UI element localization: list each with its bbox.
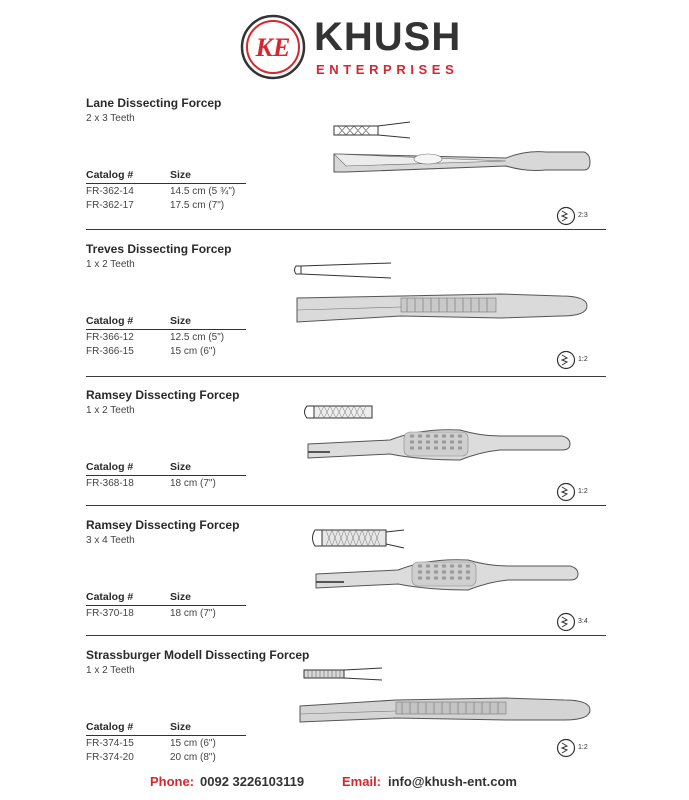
size-value: 15 cm (6")	[170, 738, 216, 749]
logo-emblem-icon	[240, 14, 306, 80]
brand-name: KHUSH	[314, 15, 462, 59]
catalog-header: Catalog #	[86, 315, 134, 327]
teeth-ratio	[556, 738, 592, 760]
table-row	[86, 750, 246, 764]
product-title: Ramsey Dissecting Forcep	[86, 388, 240, 402]
ratio-label: 3:4	[578, 618, 588, 625]
logo-monogram: KE	[255, 33, 291, 62]
ratio-label: 1:2	[578, 744, 588, 751]
ratio-label: 1:2	[578, 356, 588, 363]
brand-subtitle: ENTERPRISES	[316, 62, 459, 77]
catalog-table	[86, 590, 246, 620]
teeth-ratio-icon	[556, 206, 576, 226]
teeth-ratio	[556, 482, 592, 504]
product-teeth: 1 x 2 Teeth	[86, 665, 135, 676]
product-title: Lane Dissecting Forcep	[86, 96, 222, 110]
teeth-ratio	[556, 350, 592, 372]
table-row	[86, 330, 246, 344]
teeth-ratio	[556, 206, 592, 228]
catalog-number: FR-362-14	[86, 186, 134, 197]
product-title: Treves Dissecting Forcep	[86, 242, 232, 256]
product-teeth: 3 x 4 Teeth	[86, 535, 135, 546]
forcep-tip-detail-icon	[296, 666, 596, 730]
email-label: Email:	[342, 774, 382, 789]
catalog-header-row	[86, 168, 246, 184]
forcep-tip-detail-icon	[308, 528, 598, 604]
forcep-tip-detail-icon	[326, 114, 596, 184]
forcep-tip-detail-icon	[291, 260, 601, 330]
size-value: 14.5 cm (5 ¾")	[170, 186, 236, 197]
brand-header	[240, 12, 460, 84]
size-header: Size	[170, 169, 192, 181]
contact-footer	[0, 772, 689, 792]
product-strassburger	[86, 648, 606, 788]
email-address[interactable]: info@khush-ent.com	[388, 774, 517, 789]
ratio-label: 1:2	[578, 488, 588, 495]
size-value: 18 cm (7")	[170, 478, 216, 489]
table-row	[86, 344, 246, 358]
catalog-header-row	[86, 460, 246, 476]
product-lane	[86, 96, 606, 236]
section-divider	[86, 635, 606, 636]
catalog-table	[86, 168, 246, 212]
section-divider	[86, 505, 606, 506]
catalog-header: Catalog #	[86, 721, 134, 733]
section-divider	[86, 376, 606, 377]
catalog-number: FR-366-12	[86, 332, 134, 343]
size-header: Size	[170, 461, 192, 473]
phone-label: Phone:	[150, 774, 195, 789]
product-teeth: 1 x 2 Teeth	[86, 405, 135, 416]
phone-number[interactable]: 0092 3226103119	[200, 774, 305, 789]
product-treves	[86, 242, 606, 382]
forcep-tip-detail-icon	[300, 402, 590, 472]
catalog-number: FR-362-17	[86, 200, 134, 211]
size-value: 20 cm (8")	[170, 752, 216, 763]
size-value: 17.5 cm (7")	[170, 200, 225, 211]
product-teeth: 2 x 3 Teeth	[86, 113, 135, 124]
teeth-ratio-icon	[556, 738, 576, 758]
table-row	[86, 476, 246, 490]
teeth-ratio-icon	[556, 482, 576, 502]
catalog-table	[86, 314, 246, 358]
table-row	[86, 184, 246, 198]
ratio-label: 2:3	[578, 212, 588, 219]
table-row	[86, 606, 246, 620]
catalog-header: Catalog #	[86, 461, 134, 473]
catalog-number: FR-368-18	[86, 478, 134, 489]
table-row	[86, 736, 246, 750]
size-value: 15 cm (6")	[170, 346, 216, 357]
product-ramsey-1x2	[86, 388, 606, 528]
catalog-number: FR-366-15	[86, 346, 134, 357]
product-title: Ramsey Dissecting Forcep	[86, 518, 240, 532]
section-divider	[86, 229, 606, 230]
catalog-number: FR-374-15	[86, 738, 134, 749]
size-header: Size	[170, 591, 192, 603]
product-teeth: 1 x 2 Teeth	[86, 259, 135, 270]
catalog-header: Catalog #	[86, 591, 134, 603]
catalog-table	[86, 460, 246, 490]
teeth-ratio-icon	[556, 612, 576, 632]
teeth-ratio-icon	[556, 350, 576, 370]
catalog-header-row	[86, 720, 246, 736]
size-header: Size	[170, 315, 192, 327]
catalog-header-row	[86, 590, 246, 606]
catalog-header: Catalog #	[86, 169, 134, 181]
size-header: Size	[170, 721, 192, 733]
size-value: 12.5 cm (5")	[170, 332, 225, 343]
teeth-ratio	[556, 612, 592, 634]
catalog-number: FR-374-20	[86, 752, 134, 763]
catalog-number: FR-370-18	[86, 608, 134, 619]
catalog-table	[86, 720, 246, 764]
table-row	[86, 198, 246, 212]
product-title: Strassburger Modell Dissecting Forcep	[86, 648, 310, 662]
size-value: 18 cm (7")	[170, 608, 216, 619]
product-ramsey-3x4	[86, 518, 606, 658]
catalog-header-row	[86, 314, 246, 330]
